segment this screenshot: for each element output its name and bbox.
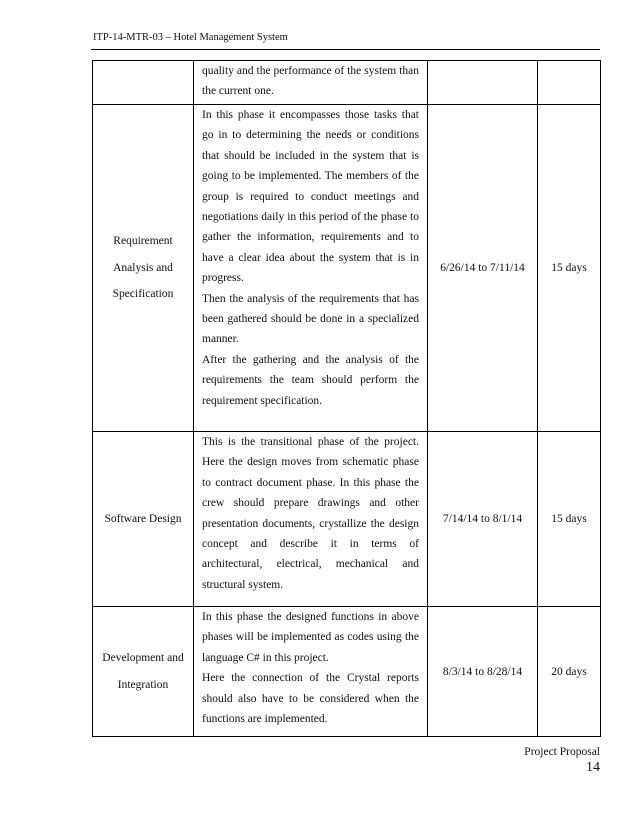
description-cell xyxy=(194,607,428,737)
phase-cell: Requirement Analysis and Specification xyxy=(93,105,194,432)
phase-cell xyxy=(93,61,194,105)
table-row xyxy=(93,61,601,105)
phase-cell: Software Design xyxy=(93,432,194,607)
description-paragraph: quality and the performance of the system than the current one. xyxy=(202,65,419,98)
phase-cell: Development and Integration xyxy=(93,607,194,737)
footer-label: Project Proposal xyxy=(524,746,600,758)
duration-cell xyxy=(428,61,538,105)
description-paragraph: In this phase it encompasses those tasks that go in to determining the needs or conditions that should be included in the system that is going to be implemented. The members of the group is required to conduct meetings and negotiations daily in this period of the phase to gather the information, requirements and to have a clear idea about the system that is in progress. xyxy=(202,109,419,285)
description-paragraph: After the gathering and the analysis of the requirements the team should perform the requirement specification. xyxy=(202,353,419,407)
description-cell xyxy=(194,105,428,432)
description-cell xyxy=(194,61,428,105)
schedule-table xyxy=(92,60,601,737)
days-cell xyxy=(538,61,601,105)
duration-cell: 7/14/14 to 8/1/14 xyxy=(428,432,538,607)
description-paragraph: Then the analysis of the requirements that has been gathered should be done in a specialized manner. xyxy=(202,292,419,346)
days-cell: 15 days xyxy=(538,105,601,432)
description-paragraph: This is the transitional phase of the project. Here the design moves from schematic phase to contract document phase. In this phase the crew should prepare drawings and other presentation documents, crystallize the design concept and describe it in terms of architectural, electrical, mechanical and structural system. xyxy=(202,436,419,591)
description-paragraph: In this phase the designed functions in above phases will be implemented as codes using the language C# in this project. xyxy=(202,611,419,664)
duration-cell: 8/3/14 to 8/28/14 xyxy=(428,607,538,737)
table-row xyxy=(93,432,601,607)
days-cell: 20 days xyxy=(538,607,601,737)
table-row xyxy=(93,607,601,737)
document-header: ITP-14-MTR-03 – Hotel Management System xyxy=(93,32,288,43)
header-rule xyxy=(91,49,600,50)
description-cell xyxy=(194,432,428,607)
table-row xyxy=(93,105,601,432)
duration-cell: 6/26/14 to 7/11/14 xyxy=(428,105,538,432)
description-paragraph: Here the connection of the Crystal reports should also have to be considered when the functions are implemented. xyxy=(202,672,419,726)
page-number: 14 xyxy=(586,760,600,775)
days-cell: 15 days xyxy=(538,432,601,607)
